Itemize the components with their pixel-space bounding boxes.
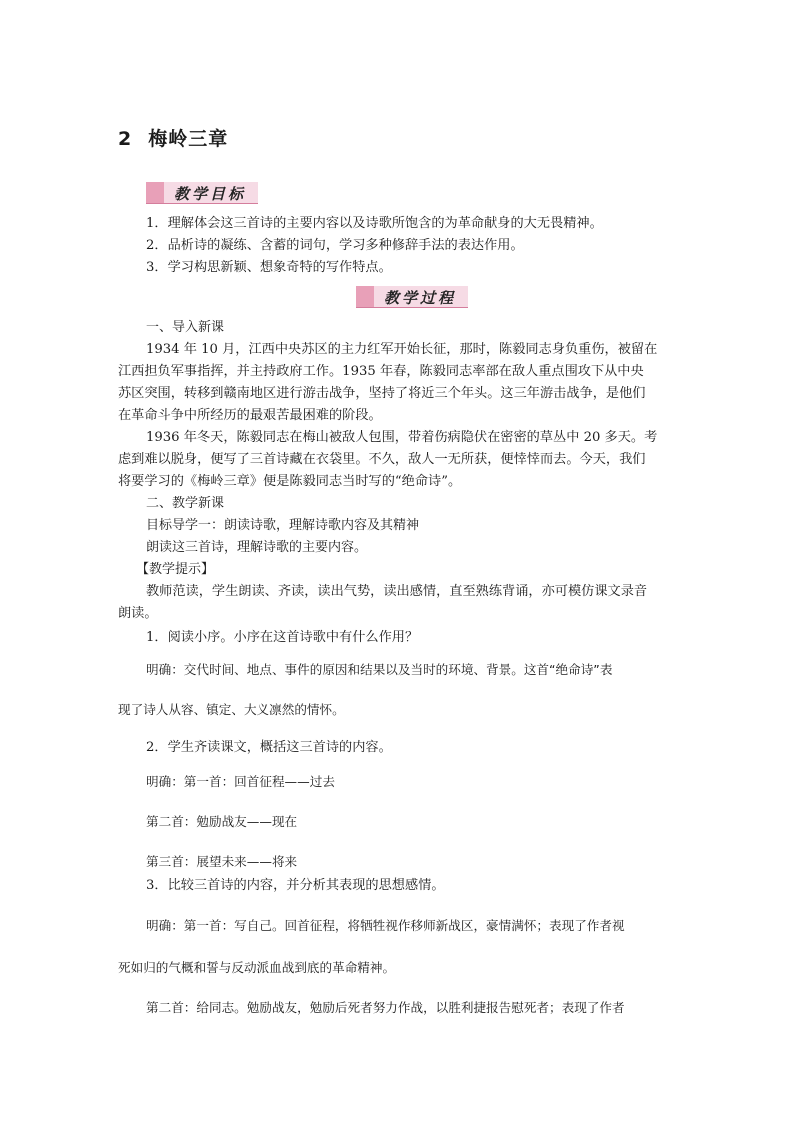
guide-task: 朗读这三首诗，理解诗歌的主要内容。 (146, 540, 368, 555)
teaching-goals-banner (146, 182, 258, 204)
question-item: 3．比较三首诗的内容，并分析其表现的思想感情。 (146, 878, 445, 893)
answer-line: 第三首：展望未来——将来 (146, 854, 298, 869)
tip-label: 【教学提示】 (136, 562, 215, 577)
paragraph-line: 江西担负军事指挥，并主持政府工作。1935 年春，陈毅同志率部在敌人重点围攻下从中央 (118, 364, 644, 379)
goal-item: 1．理解体会这三首诗的主要内容以及诗歌所饱含的为革命献身的大无畏精神。 (146, 216, 603, 231)
guide-heading: 目标导学一：朗读诗歌，理解诗歌内容及其精神 (146, 518, 420, 533)
answer-line: 死如归的气概和誓与反动派血战到底的革命精神。 (118, 960, 396, 975)
answer-line: 明确：第一首：写自己。回首征程，将牺牲视作移师新战区，豪情满怀；表现了作者视 (146, 918, 625, 933)
teaching-process-banner (356, 286, 468, 308)
answer-line: 第二首：给同志。勉励战友，勉励后死者努力作战，以胜利捷报告慰死者；表现了作者 (146, 1000, 625, 1015)
paragraph-line: 虑到难以脱身，便写了三首诗藏在衣袋里。不久，敌人一无所获，便悻悻而去。今天，我们 (118, 452, 646, 467)
paragraph-line: 苏区突围，转移到赣南地区进行游击战争，坚持了将近三个年头。这三年游击战争，是他们 (118, 386, 646, 401)
answer-line: 第二首：勉励战友——现在 (146, 814, 298, 829)
paragraph-line: 将要学习的《梅岭三章》便是陈毅同志当时写的“绝命诗”。 (118, 474, 462, 489)
teaching-process-label: 教学过程 (384, 289, 457, 307)
answer-line: 现了诗人从容、镇定、大义凛然的情怀。 (118, 702, 345, 717)
answer-line: 明确：交代时间、地点、事件的原因和结果以及当时的环境、背景。这首“绝命诗”表 (146, 662, 613, 677)
question-item: 1．阅读小序。小序在这首诗歌中有什么作用？ (146, 630, 419, 645)
lesson-title-text: 梅岭三章 (148, 128, 229, 150)
section-heading: 一、导入新课 (146, 320, 225, 335)
paragraph-line: 朗读。 (118, 606, 158, 621)
lesson-title (118, 124, 228, 151)
paragraph-line: 1936 年冬天，陈毅同志在梅山被敌人包围，带着伤病隐伏在密密的草丛中 20 多天。考 (146, 430, 658, 445)
paragraph-line: 教师范读，学生朗读、齐读，读出气势，读出感情，直至熟练背诵，亦可模仿课文录音 (146, 584, 648, 599)
paragraph-line: 1934 年 10 月，江西中央苏区的主力红军开始长征，那时，陈毅同志身负重伤，被留在 (146, 342, 658, 357)
lesson-number: 2 (118, 128, 133, 150)
goal-item: 2．品析诗的凝练、含蓄的词句，学习多种修辞手法的表达作用。 (146, 238, 524, 253)
paragraph-line: 在革命斗争中所经历的最艰苦最困难的阶段。 (118, 408, 382, 423)
question-item: 2．学生齐读课文，概括这三首诗的内容。 (146, 740, 392, 755)
answer-line: 明确：第一首：回首征程——过去 (146, 774, 335, 789)
section-heading: 二、教学新课 (146, 496, 225, 511)
goal-item: 3．学习构思新颖、想象奇特的写作特点。 (146, 260, 392, 275)
teaching-goals-label: 教学目标 (174, 185, 247, 203)
